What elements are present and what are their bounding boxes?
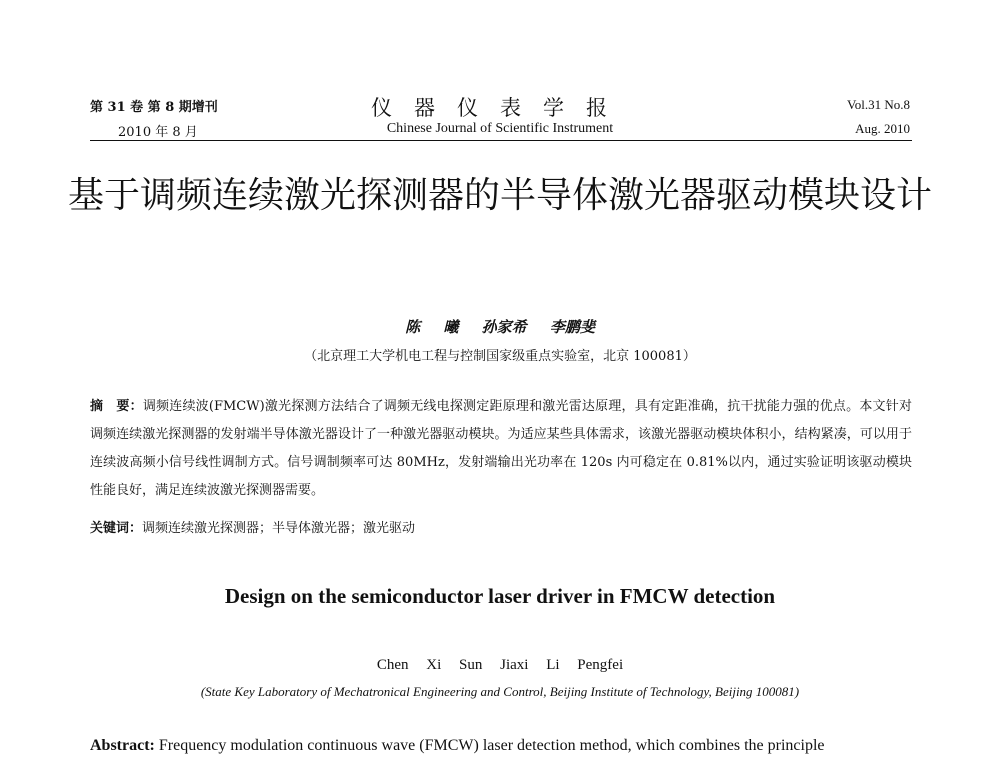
- keywords-cn-text: 调频连续激光探测器；半导体激光器；激光驱动: [142, 521, 416, 536]
- affiliation-en: (State Key Laboratory of Mechatronical Engineering and Control, Beijing Institute of Technology, Beijing 100081): [200, 684, 800, 699]
- authors-en: Chen Xi Sun Jiaxi Li Pengfei: [376, 657, 624, 673]
- abstract-en-text: Frequency modulation continuous wave (FMCW) laser detection method, which combines the principle: [154, 737, 825, 754]
- header-date-cn: 2010 年 8 月: [118, 125, 198, 140]
- journal-name-en: Chinese Journal of Scientific Instrument: [386, 121, 614, 136]
- keywords-cn-label: 关键词：: [90, 521, 143, 536]
- abstract-en: [90, 737, 825, 755]
- paper-title-en: Design on the semiconductor laser driver in FMCW detection: [224, 584, 776, 608]
- header-date-en: Aug. 2010: [855, 121, 910, 136]
- header-volume-en: Vol.31 No.8: [847, 97, 910, 112]
- abstract-cn: [90, 393, 912, 505]
- abstract-cn-text: 调频连续波(FMCW)激光探测方法结合了调频无线电探测定距原理和激光雷达原理，具有定距准确，抗干扰能力强的优点。本文针对调频连续激光探测器的发射端半导体激光器设计了一种激光器驱动模块。为适应某些具体需求，该激光器驱动模块体积小，结构紧凑，可以用于连续波高频小信号线性调制方式。信号调制频率可达 80MHz，发射端输出光功率在 120s 内可稳定在 0.81%以内，通过实验证明该驱动模块性能良好，满足连续波激光探测器需要。: [90, 399, 912, 498]
- keywords-cn: [90, 517, 415, 536]
- paper-title-cn: 基于调频连续激光探测器的半导体激光器驱动模块设计: [67, 175, 932, 216]
- header-volume-cn: 第 31 卷 第 8 期增刊: [90, 100, 218, 115]
- abstract-en-label: Abstract:: [90, 737, 155, 754]
- journal-name-cn: 仪器仪表学报: [371, 96, 629, 120]
- authors-cn: 陈 曦 孙家希 李鹏斐: [405, 318, 595, 336]
- header-rule: [90, 140, 912, 141]
- abstract-cn-label: 摘 要：: [90, 399, 143, 414]
- affiliation-cn: （北京理工大学机电工程与控制国家级重点实验室，北京 100081）: [304, 349, 696, 364]
